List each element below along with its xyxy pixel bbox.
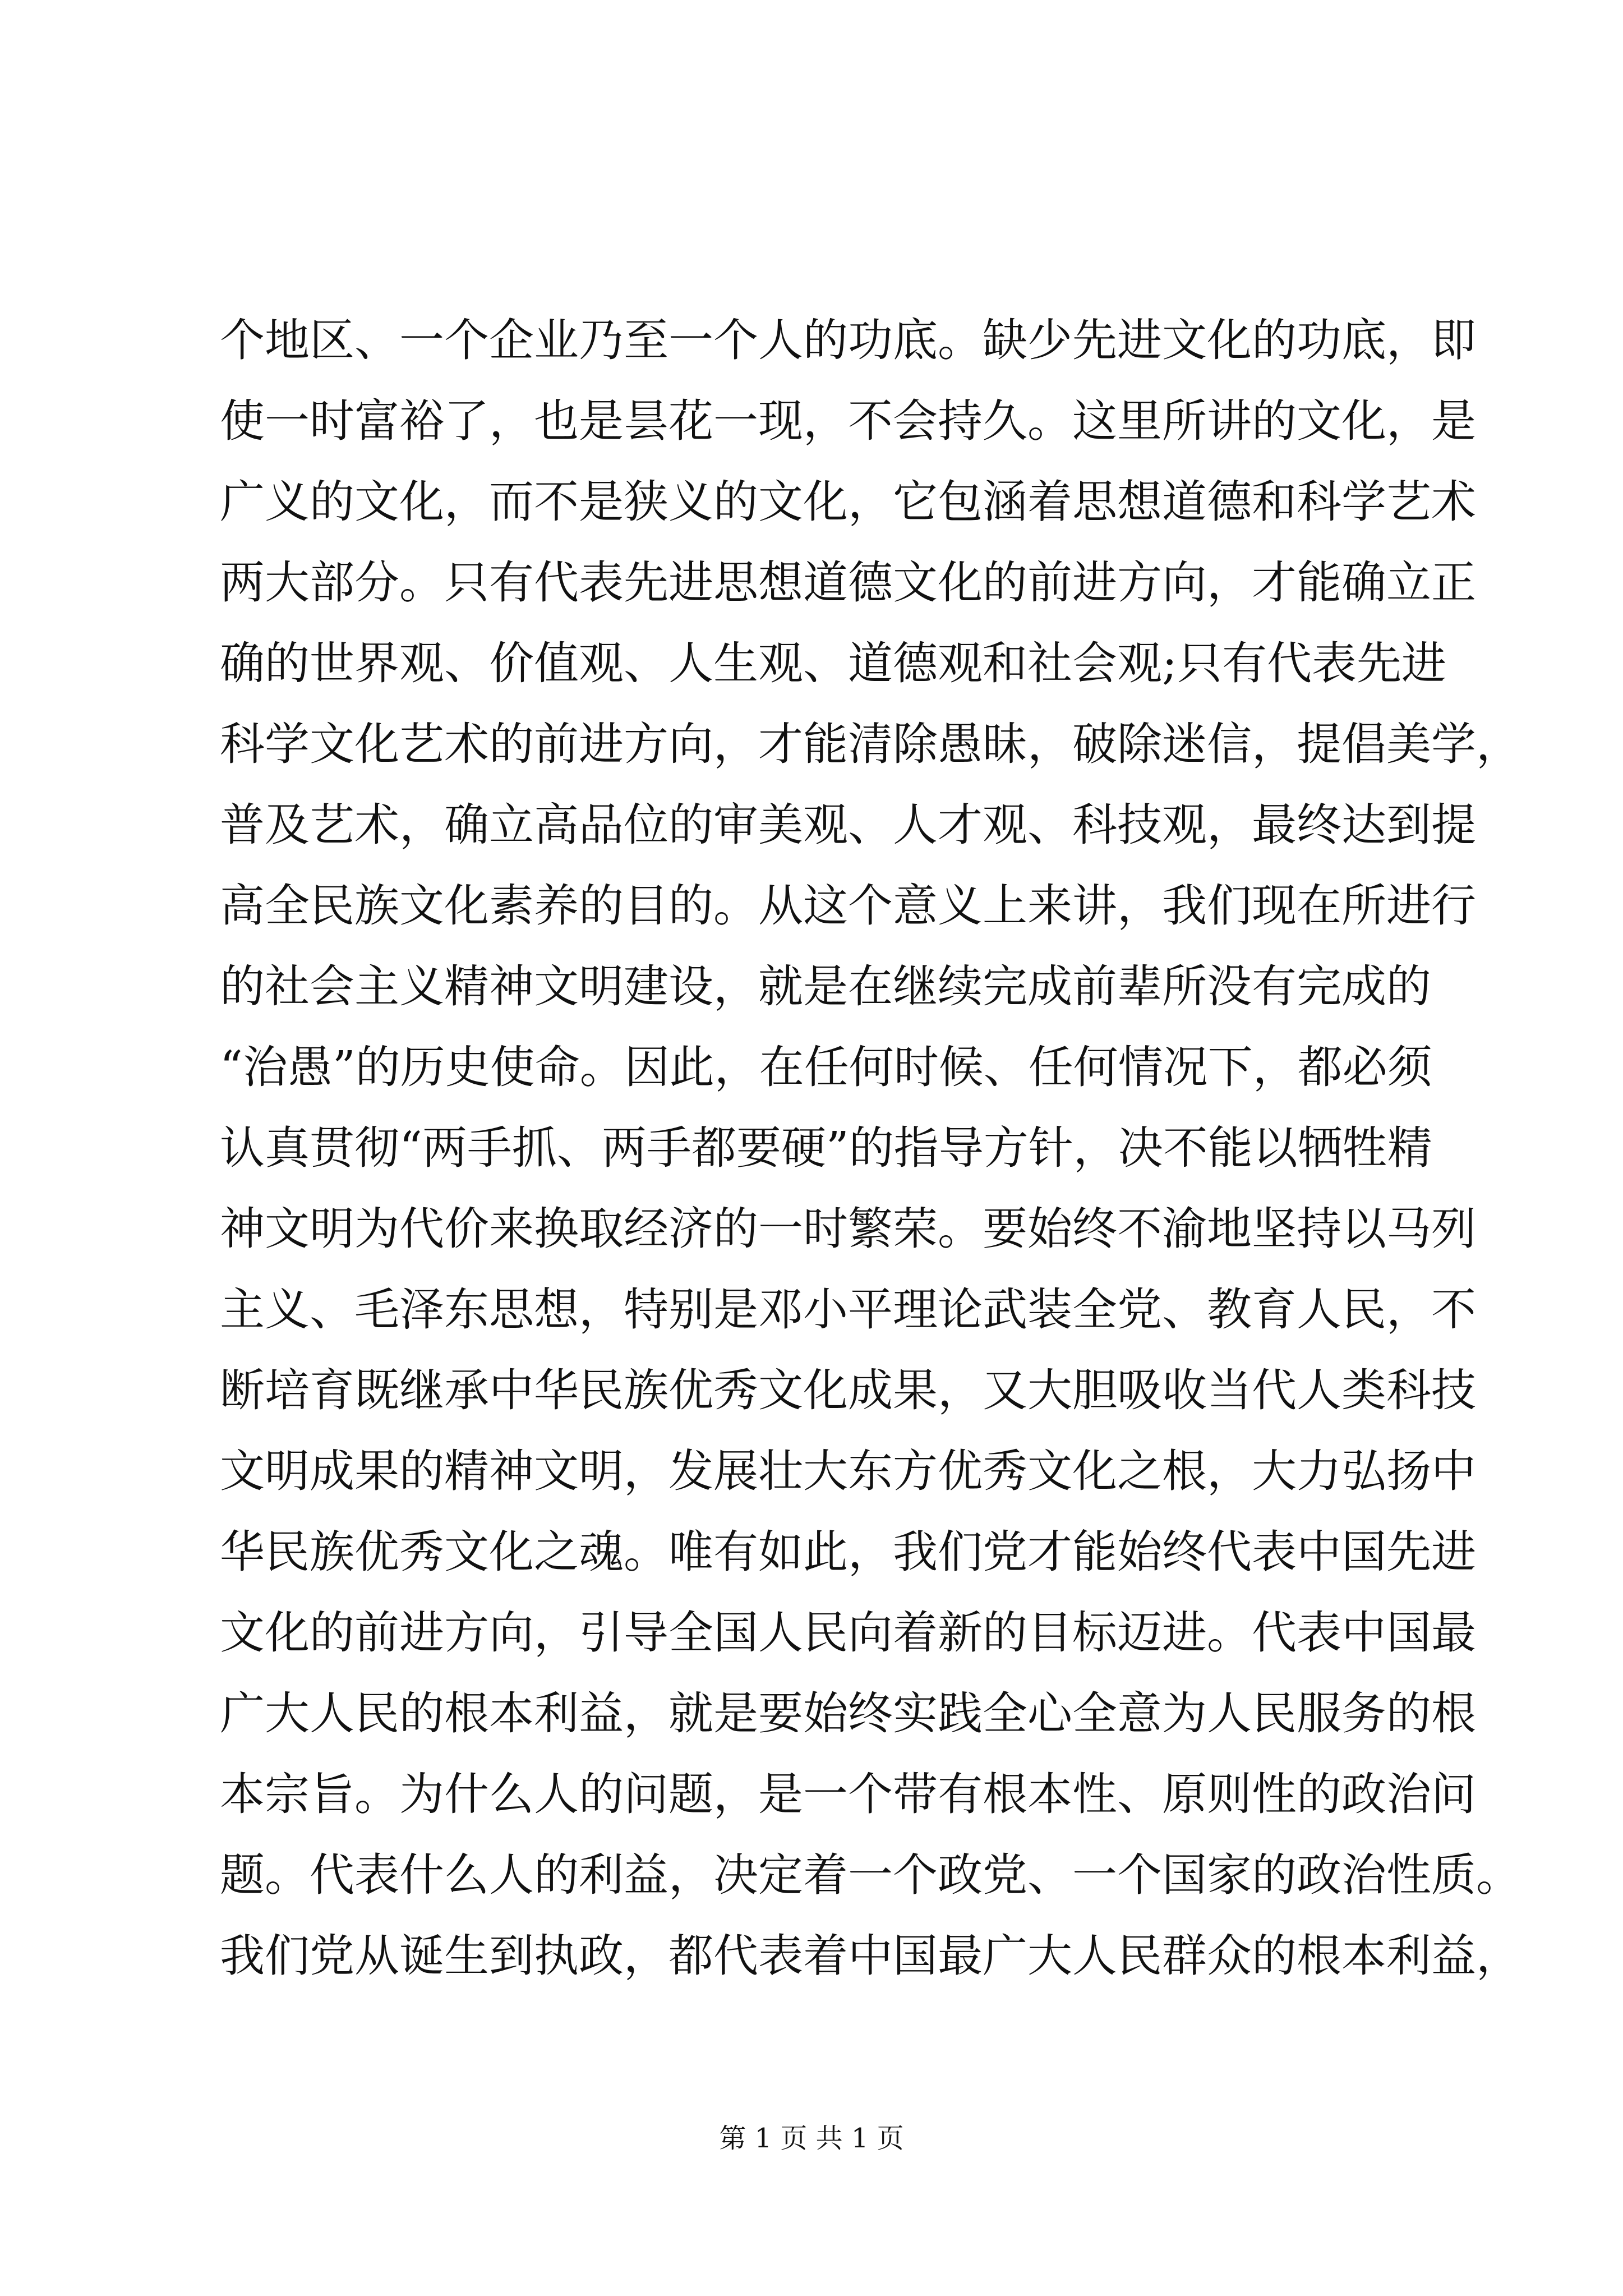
text-line: 本宗旨。为什么人的问题，是一个带有根本性、原则性的政治问	[220, 1768, 1476, 1820]
body-text	[220, 300, 1521, 1996]
page-footer: 第 1 页 共 1 页	[719, 2123, 904, 2154]
text-line: 确的世界观、价值观、人生观、道德观和社会观;只有代表先进	[220, 637, 1446, 689]
text-line: 题。代表什么人的利益，决定着一个政党、一个国家的政治性质。	[220, 1849, 1521, 1901]
text-line: 个地区、一个企业乃至一个人的功底。缺少先进文化的功底，即	[220, 314, 1476, 366]
text-line: “治愚”的历史使命。因此，在任何时候、任何情况下，都必须	[220, 1041, 1432, 1093]
text-line: 两大部分。只有代表先进思想道德文化的前进方向，才能确立正	[220, 556, 1476, 609]
text-line: 华民族优秀文化之魂。唯有如此，我们党才能始终代表中国先进	[220, 1526, 1476, 1578]
text-line: 使一时富裕了，也是昙花一现，不会持久。这里所讲的文化，是	[220, 395, 1476, 447]
text-line: 文化的前进方向，引导全国人民向着新的目标迈进。代表中国最	[220, 1607, 1476, 1659]
text-line: 我们党从诞生到执政，都代表着中国最广大人民群众的根本利益，	[220, 1930, 1521, 1982]
text-line: 认真贯彻“两手抓、两手都要硬”的指导方针，决不能以牺牲精	[220, 1122, 1432, 1174]
text-line: 广义的文化，而不是狭义的文化，它包涵着思想道德和科学艺术	[220, 476, 1476, 528]
text-line: 广大人民的根本利益，就是要始终实践全心全意为人民服务的根	[220, 1687, 1476, 1740]
text-line: 断培育既继承中华民族优秀文化成果，又大胆吸收当代人类科技	[220, 1364, 1476, 1416]
text-line: 普及艺术，确立高品位的审美观、人才观、科技观，最终达到提	[220, 799, 1476, 851]
text-line: 主义、毛泽东思想，特别是邓小平理论武装全党、教育人民，不	[220, 1283, 1476, 1336]
text-line: 科学文化艺术的前进方向，才能清除愚昧，破除迷信，提倡美学，	[220, 718, 1521, 770]
text-line: 文明成果的精神文明，发展壮大东方优秀文化之根，大力弘扬中	[220, 1445, 1476, 1497]
text-line: 高全民族文化素养的目的。从这个意义上来讲，我们现在所进行	[220, 880, 1476, 932]
text-line: 神文明为代价来换取经济的一时繁荣。要始终不渝地坚持以马列	[220, 1203, 1476, 1255]
text-line: 的社会主义精神文明建设，就是在继续完成前辈所没有完成的	[220, 960, 1431, 1013]
